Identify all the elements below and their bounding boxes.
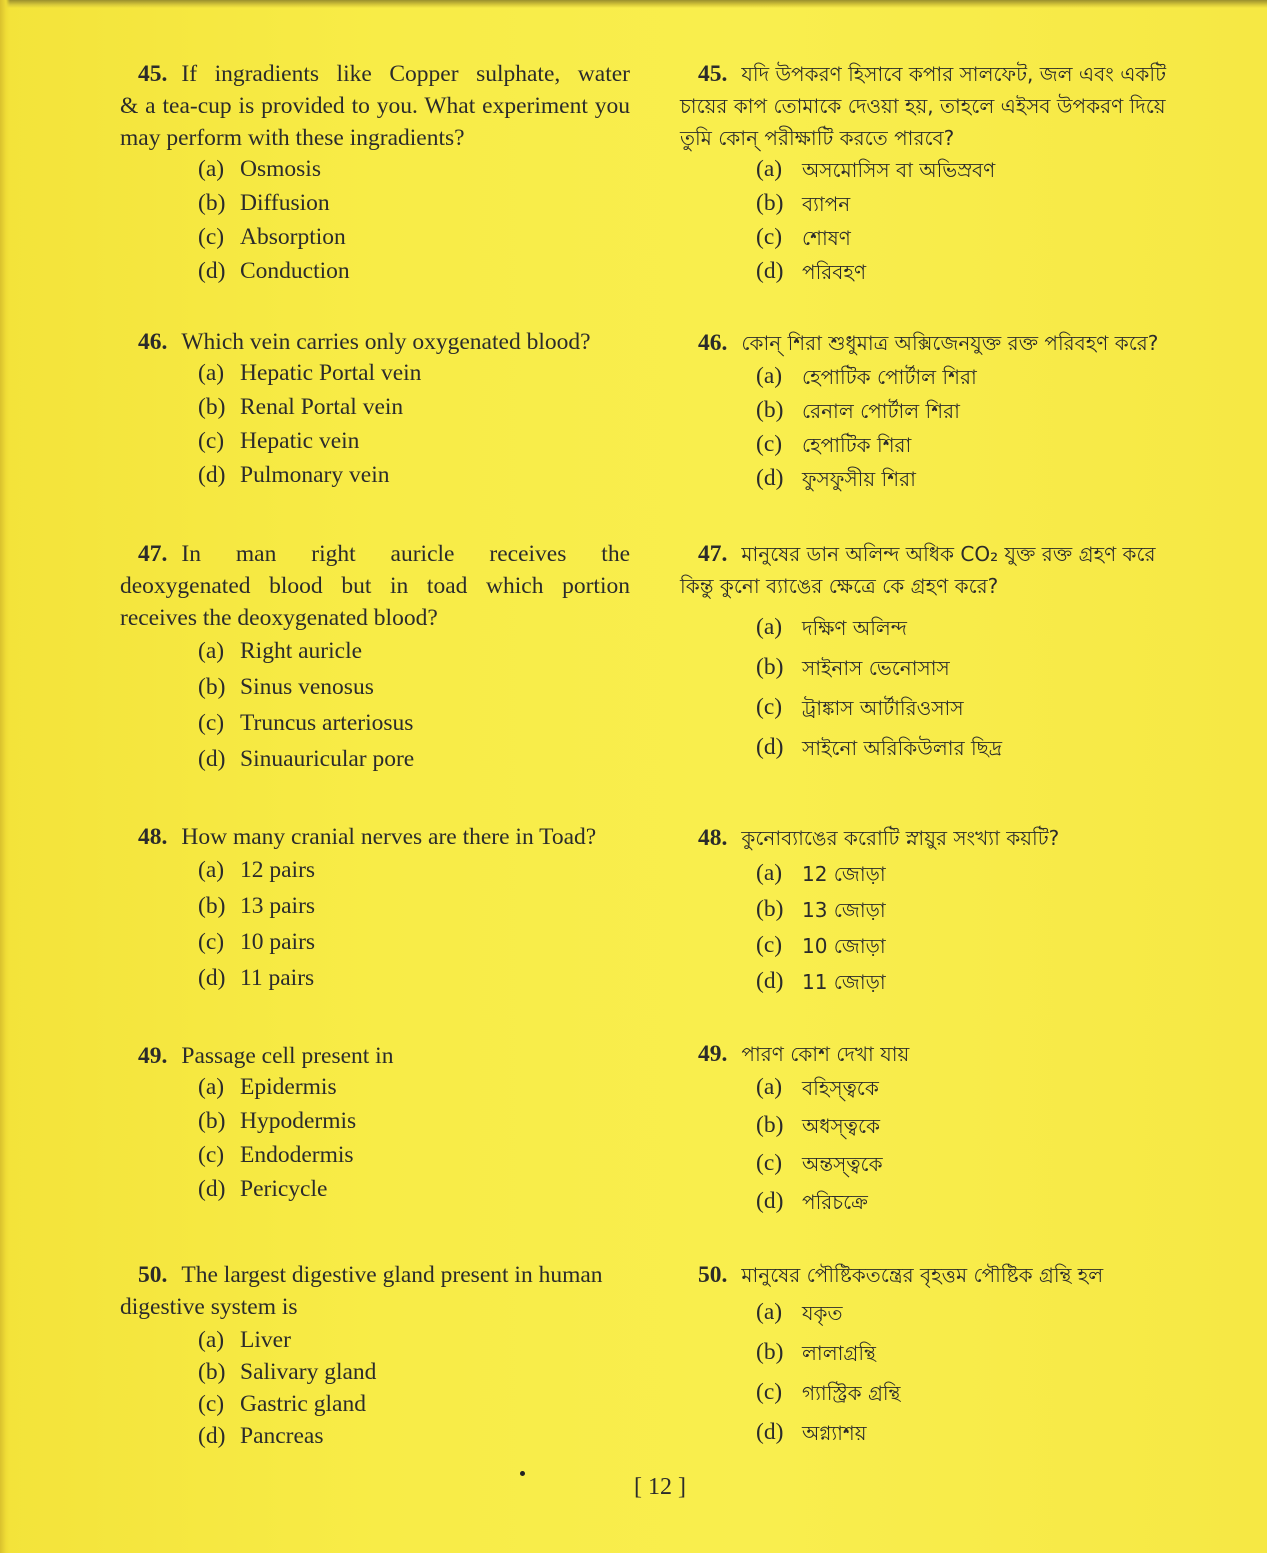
question-text-rest: & a tea-cup is provided to you. What experiment you may perform with these ingradients? — [120, 93, 630, 151]
option-c: (c) Truncus arteriosus — [198, 710, 414, 736]
option-c: (c) গ্যাস্ট্রিক গ্রন্থি — [756, 1379, 901, 1405]
option-c: (c) Gastric gland — [198, 1391, 366, 1417]
question-45-en — [120, 58, 630, 292]
option-c: (c) 10 pairs — [198, 929, 316, 955]
question-text-first: কুনোব্যাঙের করোটি স্নায়ুর সংখ্যা কয়টি? — [741, 826, 1060, 850]
question-text-first: In man right auricle receives the — [181, 541, 630, 567]
options-list — [756, 614, 1200, 774]
option-b: (b) 13 pairs — [198, 893, 316, 919]
option-c: (c) Hepatic vein — [198, 428, 360, 454]
question-text-rest: digestive system is — [120, 1294, 298, 1320]
option-d: (d) Pulmonary vein — [198, 462, 390, 488]
options-list — [756, 1299, 1200, 1459]
option-c: (c) অন্তস্ত্বকে — [756, 1150, 883, 1176]
option-d: (d) পরিচক্রে — [756, 1188, 868, 1214]
question-47-bn — [680, 538, 1200, 774]
option-b: (b) অধস্ত্বকে — [756, 1112, 880, 1138]
question-47-en — [120, 538, 630, 782]
option-c: (c) 10 জোড়া — [756, 932, 886, 958]
option-d: (d) Sinuauricular pore — [198, 746, 415, 772]
option-a: (a) 12 জোড়া — [756, 860, 886, 886]
question-text-rest: deoxygenated blood but in toad which portion receives the deoxygenated blood? — [120, 573, 630, 631]
question-49-en — [120, 1040, 630, 1210]
question-number: 47. — [138, 541, 168, 567]
question-text-first: How many cranial nerves are there in Toad? — [181, 824, 597, 850]
question-text-first: The largest digestive gland present in human — [181, 1262, 603, 1288]
option-a: (a) Right auricle — [198, 638, 363, 664]
question-text-first: Passage cell present in — [181, 1043, 394, 1069]
options-list — [198, 638, 630, 782]
question-number: 45. — [698, 61, 728, 87]
question-number: 46. — [138, 329, 168, 355]
option-b: (b) Salivary gland — [198, 1359, 377, 1385]
question-text-first: Which vein carries only oxygenated blood? — [181, 329, 591, 355]
option-c: (c) হেপাটিক শিরা — [756, 431, 912, 457]
question-50-bn — [680, 1259, 1200, 1459]
options-list — [198, 857, 630, 1001]
page-left-edge — [0, 0, 10, 1553]
page-number: [ 12 ] — [634, 1474, 686, 1500]
question-49-bn — [680, 1038, 1200, 1226]
question-48-en — [120, 821, 630, 1001]
option-c: (c) Endodermis — [198, 1142, 354, 1168]
option-d: (d) Conduction — [198, 258, 350, 284]
ink-speck — [520, 1471, 525, 1476]
page-top-edge — [0, 0, 1267, 8]
option-d: (d) সাইনো অরিকিউলার ছিদ্র — [756, 734, 1003, 760]
question-50-en — [120, 1259, 630, 1455]
question-number: 49. — [138, 1043, 168, 1069]
options-list — [756, 363, 1200, 499]
question-48-bn — [680, 822, 1200, 1004]
option-a: (a) Osmosis — [198, 156, 321, 182]
option-a: (a) যকৃত — [756, 1299, 843, 1325]
question-number: 46. — [698, 330, 728, 356]
option-d: (d) অগ্ন্যাশয় — [756, 1419, 867, 1445]
option-b: (b) ব্যাপন — [756, 190, 851, 216]
option-d: (d) 11 pairs — [198, 965, 315, 991]
option-c: (c) Absorption — [198, 224, 346, 250]
option-b: (b) 13 জোড়া — [756, 896, 886, 922]
question-number: 50. — [138, 1262, 168, 1288]
options-list — [198, 1074, 630, 1210]
options-list — [198, 360, 630, 496]
option-d: (d) 11 জোড়া — [756, 968, 886, 994]
question-text-first: পারণ কোশ দেখা যায় — [741, 1042, 910, 1066]
option-a: (a) দক্ষিণ অলিন্দ — [756, 614, 907, 640]
option-b: (b) রেনাল পোর্টাল শিরা — [756, 397, 960, 423]
option-a: (a) Liver — [198, 1327, 291, 1353]
question-number: 45. — [138, 61, 168, 87]
option-a: (a) বহিস্ত্বকে — [756, 1074, 879, 1100]
option-b: (b) Diffusion — [198, 190, 330, 216]
options-list — [756, 860, 1200, 1004]
question-text-first: যদি উপকরণ হিসাবে কপার সালফেট, জল এবং একটি — [741, 62, 1167, 86]
option-a: (a) হেপাটিক পোর্টাল শিরা — [756, 363, 977, 389]
options-list — [198, 156, 630, 292]
option-d: (d) Pericycle — [198, 1176, 328, 1202]
option-b: (b) Hypodermis — [198, 1108, 357, 1134]
option-b: (b) Renal Portal vein — [198, 394, 404, 420]
option-b: (b) সাইনাস ভেনোসাস — [756, 654, 950, 680]
question-45-bn — [680, 58, 1200, 292]
question-number: 48. — [138, 824, 168, 850]
option-d: (d) ফুসফুসীয় শিরা — [756, 465, 916, 491]
option-a: (a) Epidermis — [198, 1074, 337, 1100]
question-text-rest: চায়ের কাপ তোমাকে দেওয়া হয়, তাহলে এইসব উপকরণ দিয়ে তুমি কোন্ পরীক্ষাটি করতে পারবে? — [680, 94, 1166, 150]
question-text-first: কোন্ শিরা শুধুমাত্র অক্সিজেনযুক্ত রক্ত পরিবহণ করে? — [741, 331, 1159, 355]
question-text-first: মানুষের ডান অলিন্দ অধিক CO₂ যুক্ত রক্ত গ্রহণ করে — [741, 542, 1156, 566]
option-c: (c) ট্রাঙ্কাস আর্টারিওসাস — [756, 694, 964, 720]
option-a: (a) 12 pairs — [198, 857, 316, 883]
question-46-en — [120, 326, 630, 496]
options-list — [756, 156, 1200, 292]
question-number: 50. — [698, 1262, 728, 1288]
question-text-first: If ingradients like Copper sulphate, water — [181, 61, 630, 87]
options-list — [198, 1327, 630, 1455]
question-46-bn — [680, 327, 1200, 499]
question-text-first: মানুষের পৌষ্টিকতন্ত্রের বৃহত্তম পৌষ্টিক গ্রন্থি হল — [741, 1263, 1104, 1287]
option-d: (d) Pancreas — [198, 1423, 324, 1449]
question-number: 48. — [698, 825, 728, 851]
question-number: 49. — [698, 1041, 728, 1067]
question-number: 47. — [698, 541, 728, 567]
question-text-rest: কিন্তু কুনো ব্যাঙের ক্ষেত্রে কে গ্রহণ করে? — [680, 574, 999, 598]
option-d: (d) পরিবহণ — [756, 258, 867, 284]
option-a: (a) অসমোসিস বা অভিস্রবণ — [756, 156, 996, 182]
option-c: (c) শোষণ — [756, 224, 851, 250]
option-b: (b) Sinus venosus — [198, 674, 374, 700]
options-list — [756, 1074, 1200, 1226]
option-b: (b) লালাগ্রন্থি — [756, 1339, 876, 1365]
option-a: (a) Hepatic Portal vein — [198, 360, 422, 386]
